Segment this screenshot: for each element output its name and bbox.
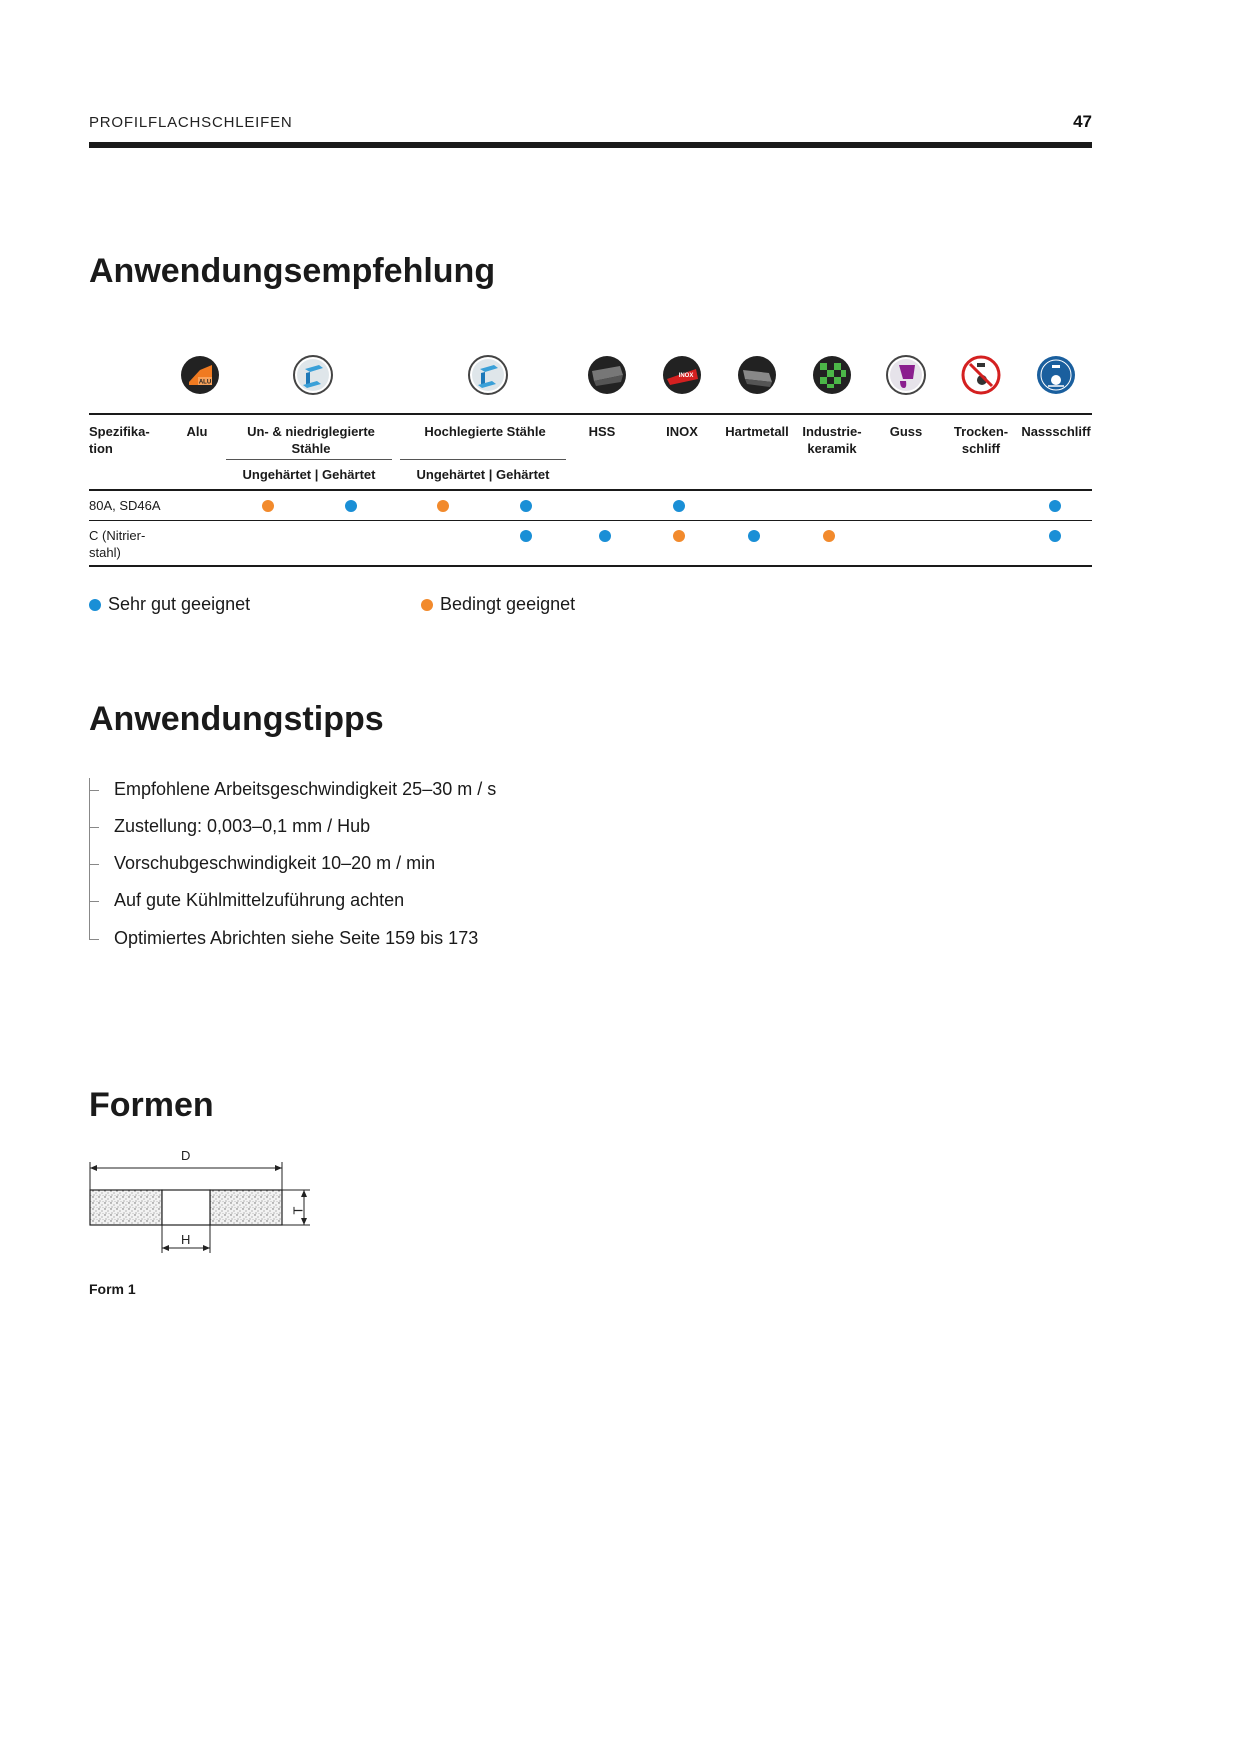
col-inox: INOX (666, 424, 698, 439)
tip-branch (89, 901, 99, 902)
section-title-recommendation: Anwendungsempfehlung (89, 252, 496, 290)
sub-rule-high (400, 459, 566, 460)
alu-icon (180, 355, 220, 395)
running-header: PROFILFLACHSCHLEIFEN (89, 114, 293, 131)
list-item: Auf gute Kühlmittelzuführung achten (114, 890, 405, 910)
rating-dot-good (599, 530, 611, 542)
rating-dot-limited (262, 500, 274, 512)
header-rule (89, 142, 1092, 148)
rating-dot-good (748, 530, 760, 542)
tip-branch (89, 790, 99, 791)
row-spec-line2: stahl) (89, 545, 121, 560)
inox-icon-label: INOX (678, 373, 694, 379)
col-spec-line1: Spezifika- (89, 424, 150, 439)
inox-icon (662, 355, 702, 395)
col-dry-line1: Trocken- (953, 424, 1009, 439)
cast-icon (886, 355, 926, 395)
col-low-alloy-line1: Un- & niedriglegierte (247, 424, 375, 439)
col-ceramic-line2: keramik (807, 441, 857, 456)
steel-icon (468, 355, 508, 395)
col-low-alloy (226, 423, 396, 457)
list-item: Zustellung: 0,003–0,1 mm / Hub (114, 816, 371, 836)
rating-dot-good (520, 530, 532, 542)
rating-dot-good (1049, 500, 1061, 512)
form-1-drawing (86, 1148, 316, 1273)
dim-t-label: T (290, 1206, 306, 1215)
col-wet: Nassschliff (1021, 424, 1091, 439)
list-item: Vorschubgeschwindigkeit 10–20 m / min (114, 853, 436, 873)
table-row (89, 497, 161, 514)
tip-branch (89, 864, 99, 865)
rating-dot-good (520, 500, 532, 512)
tip-branch (89, 827, 99, 828)
col-alu: Alu (186, 424, 208, 439)
col-spec (89, 423, 150, 457)
page-number: 47 (1073, 112, 1092, 131)
section-title-forms: Formen (89, 1086, 214, 1124)
sub-low: Ungehärtet | Gehärtet (242, 467, 376, 482)
row-spec: 80A, SD46A (89, 498, 161, 513)
col-dry (941, 423, 1021, 457)
legend-good: Sehr gut geeignet (108, 594, 251, 614)
col-high-alloy: Hochlegierte Stähle (424, 424, 546, 439)
list-item: Empfohlene Arbeitsgeschwindigkeit 25–30 m / s (114, 779, 497, 799)
hardmetal-icon (737, 355, 777, 395)
dim-h-label: H (181, 1232, 191, 1247)
col-dry-line2: schliff (961, 441, 1001, 456)
col-cast: Guss (889, 424, 923, 439)
col-hardmetal: Hartmetall (725, 424, 789, 439)
alu-icon-label: ALU (198, 379, 212, 386)
legend-limited: Bedingt geeignet (440, 594, 576, 614)
table-row (89, 527, 145, 561)
tips-trunk (89, 778, 90, 940)
list-item: Optimiertes Abrichten siehe Seite 159 bis 173 (114, 928, 479, 948)
section-title-tips: Anwendungstipps (89, 700, 384, 738)
header-bottom-rule (89, 489, 1092, 491)
table-bottom-rule (89, 565, 1092, 567)
row-rule (89, 520, 1092, 521)
col-ceramic (792, 423, 872, 457)
rating-dot-limited (437, 500, 449, 512)
rating-dot-limited (673, 530, 685, 542)
ceramic-icon (812, 355, 852, 395)
col-hss: HSS (588, 424, 616, 439)
legend-dot-good (89, 599, 101, 611)
dim-d-label: D (181, 1148, 191, 1163)
hss-icon (587, 355, 627, 395)
rating-dot-good (345, 500, 357, 512)
col-low-alloy-line2: Stähle (291, 441, 331, 456)
sub-high: Ungehärtet | Gehärtet (416, 467, 550, 482)
table-top-rule (89, 413, 1092, 415)
col-spec-line2: tion (89, 441, 113, 456)
tip-branch (89, 939, 99, 940)
rating-dot-good (1049, 530, 1061, 542)
sub-rule-low (226, 459, 392, 460)
dry-grinding-icon (961, 355, 1001, 395)
wet-grinding-icon (1036, 355, 1076, 395)
col-ceramic-line1: Industrie- (802, 424, 862, 439)
legend-dot-limited (421, 599, 433, 611)
rating-dot-good (673, 500, 685, 512)
rating-dot-limited (823, 530, 835, 542)
row-spec-line1: C (Nitrier- (89, 528, 146, 543)
steel-icon (293, 355, 333, 395)
form-label: Form 1 (89, 1281, 136, 1297)
